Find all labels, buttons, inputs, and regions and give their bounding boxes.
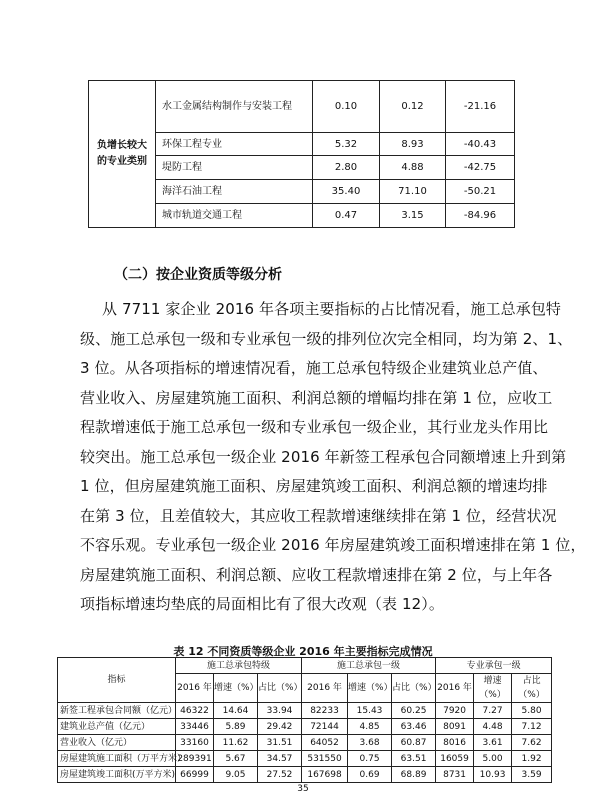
value-cell: 71.10	[380, 180, 446, 204]
value-cell: 14.64	[214, 703, 258, 719]
value-cell: 1.92	[512, 751, 552, 767]
subheader: 2016 年	[436, 674, 474, 703]
subheader: 占比（%）	[392, 674, 436, 703]
table-row	[58, 767, 552, 783]
value-cell: 0.47	[313, 204, 380, 228]
value-cell: -42.75	[446, 156, 515, 180]
value-cell: 31.51	[258, 735, 302, 751]
row-name: 海洋石油工程	[156, 180, 313, 204]
section-title: （二）按企业资质等级分析	[114, 267, 282, 283]
value-cell: 33.94	[258, 703, 302, 719]
paragraph-line: 营业收入、房屋建筑施工面积、利润总额的增幅均排在第 1 位，应收工	[80, 388, 553, 407]
group-header: 施工总承包一级	[302, 658, 436, 674]
value-cell: -84.96	[446, 204, 515, 228]
row-name: 水工金属结构制作与安装工程	[156, 81, 313, 133]
row-name: 堤防工程	[156, 156, 313, 180]
subheader: 增速（%）	[348, 674, 392, 703]
subheader: 占比（%）	[258, 674, 302, 703]
value-cell: 29.42	[258, 719, 302, 735]
table-row	[58, 735, 552, 751]
table-row	[58, 703, 552, 719]
paragraph-line: 较突出。施工总承包一级企业 2016 年新签工程承包合同额增速上升到第	[80, 447, 567, 466]
value-cell: 33446	[176, 719, 214, 735]
paragraph-line: 程款增速低于施工总承包一级和专业承包一级企业，其行业龙头作用比	[80, 418, 549, 436]
value-cell: 4.85	[348, 719, 392, 735]
value-cell: 66999	[176, 767, 214, 783]
value-cell: 8091	[436, 719, 474, 735]
indicator-table	[57, 657, 552, 783]
value-cell: 4.48	[474, 719, 512, 735]
value-cell: 5.00	[474, 751, 512, 767]
value-cell: 63.51	[392, 751, 436, 767]
value-cell: -50.21	[446, 180, 515, 204]
value-cell: 60.87	[392, 735, 436, 751]
value-cell: 63.46	[392, 719, 436, 735]
value-cell: 8016	[436, 735, 474, 751]
value-cell: 0.10	[313, 81, 380, 133]
value-cell: 3.15	[380, 204, 446, 228]
value-cell: 16059	[436, 751, 474, 767]
indicator-label: 房屋建筑竣工面积(万平方米)	[58, 767, 176, 783]
value-cell: 5.32	[313, 133, 380, 156]
subheader: 2016 年	[176, 674, 214, 703]
value-cell: 10.93	[474, 767, 512, 783]
value-cell: 3.61	[474, 735, 512, 751]
row-name: 城市轨道交通工程	[156, 204, 313, 228]
value-cell: 11.62	[214, 735, 258, 751]
value-cell: 2.80	[313, 156, 380, 180]
value-cell: 34.57	[258, 751, 302, 767]
value-cell: 5.67	[214, 751, 258, 767]
value-cell: 5.80	[512, 703, 552, 719]
value-cell: -40.43	[446, 133, 515, 156]
table-row	[58, 751, 552, 767]
value-cell: 33160	[176, 735, 214, 751]
value-cell: 167698	[302, 767, 348, 783]
value-cell: 72144	[302, 719, 348, 735]
value-cell: 4.88	[380, 156, 446, 180]
top-table	[88, 80, 515, 228]
subheader: 增速（%）	[474, 674, 512, 703]
header-row	[58, 658, 552, 674]
value-cell: 289391	[176, 751, 214, 767]
value-cell: 3.59	[512, 767, 552, 783]
subheader: 增速（%）	[214, 674, 258, 703]
value-cell: 15.43	[348, 703, 392, 719]
value-cell: 35.40	[313, 180, 380, 204]
table-row	[58, 719, 552, 735]
indicator-label: 营业收入（亿元）	[58, 735, 176, 751]
value-cell: 27.52	[258, 767, 302, 783]
value-cell: 7.62	[512, 735, 552, 751]
value-cell: 9.05	[214, 767, 258, 783]
subheader: 占比（%）	[512, 674, 552, 703]
value-cell: 0.75	[348, 751, 392, 767]
row-name: 环保工程专业	[156, 133, 313, 156]
value-cell: 64052	[302, 735, 348, 751]
body-paragraph	[80, 295, 586, 620]
value-cell: 8731	[436, 767, 474, 783]
value-cell: 5.89	[214, 719, 258, 735]
value-cell: 8.93	[380, 133, 446, 156]
value-cell: 60.25	[392, 703, 436, 719]
value-cell: 68.89	[392, 767, 436, 783]
paragraph-line: 不容乐观。专业承包一级企业 2016 年房屋建筑竣工面积增速排在第 1 位，	[80, 536, 586, 554]
value-cell: 3.68	[348, 735, 392, 751]
paragraph-line: 从 7711 家企业 2016 年各项主要指标的占比情况看，施工总承包特	[102, 300, 562, 318]
subheader: 2016 年	[302, 674, 348, 703]
group-header: 施工总承包特级	[176, 658, 302, 674]
value-cell: 82233	[302, 703, 348, 719]
indicator-label: 建筑业总产值（亿元）	[58, 719, 176, 735]
table-caption: 表 12 不同资质等级企业 2016 年主要指标完成情况	[173, 645, 433, 658]
category-label: 负增长较大的专业类别	[97, 140, 147, 167]
value-cell: 7.12	[512, 719, 552, 735]
paragraph-line: 3 位。从各项指标的增速情况看，施工总承包特级企业建筑业总产值、	[80, 359, 548, 377]
page-number: 35	[297, 784, 309, 794]
value-cell: 7920	[436, 703, 474, 719]
paragraph-line: 在第 3 位，且差值较大，其应收工程款增速继续排在第 1 位，经营状况	[80, 506, 557, 525]
value-cell: 7.27	[474, 703, 512, 719]
table-row	[89, 81, 515, 133]
category-cell	[89, 81, 156, 228]
value-cell: 531550	[302, 751, 348, 767]
value-cell: 0.69	[348, 767, 392, 783]
group-header: 专业承包一级	[436, 658, 552, 674]
value-cell: -21.16	[446, 81, 515, 133]
paragraph-line: 项指标增速均垫底的局面相比有了很大改观（表 12）。	[80, 595, 444, 613]
paragraph-line: 1 位，但房屋建筑施工面积、房屋建筑竣工面积、利润总额的增速均排	[80, 477, 548, 495]
indicator-header: 指标	[58, 658, 176, 703]
indicator-label: 新签工程承包合同额（亿元）	[58, 703, 176, 719]
value-cell: 0.12	[380, 81, 446, 133]
paragraph-line: 级、施工总承包一级和专业承包一级的排列位次完全相同，均为第 2、1、	[80, 329, 573, 348]
paragraph-line: 房屋建筑施工面积、利润总额、应收工程款增速排在第 2 位，与上年各	[80, 565, 553, 584]
indicator-label: 房屋建筑施工面积（万平方米）	[58, 751, 176, 767]
value-cell: 46322	[176, 703, 214, 719]
